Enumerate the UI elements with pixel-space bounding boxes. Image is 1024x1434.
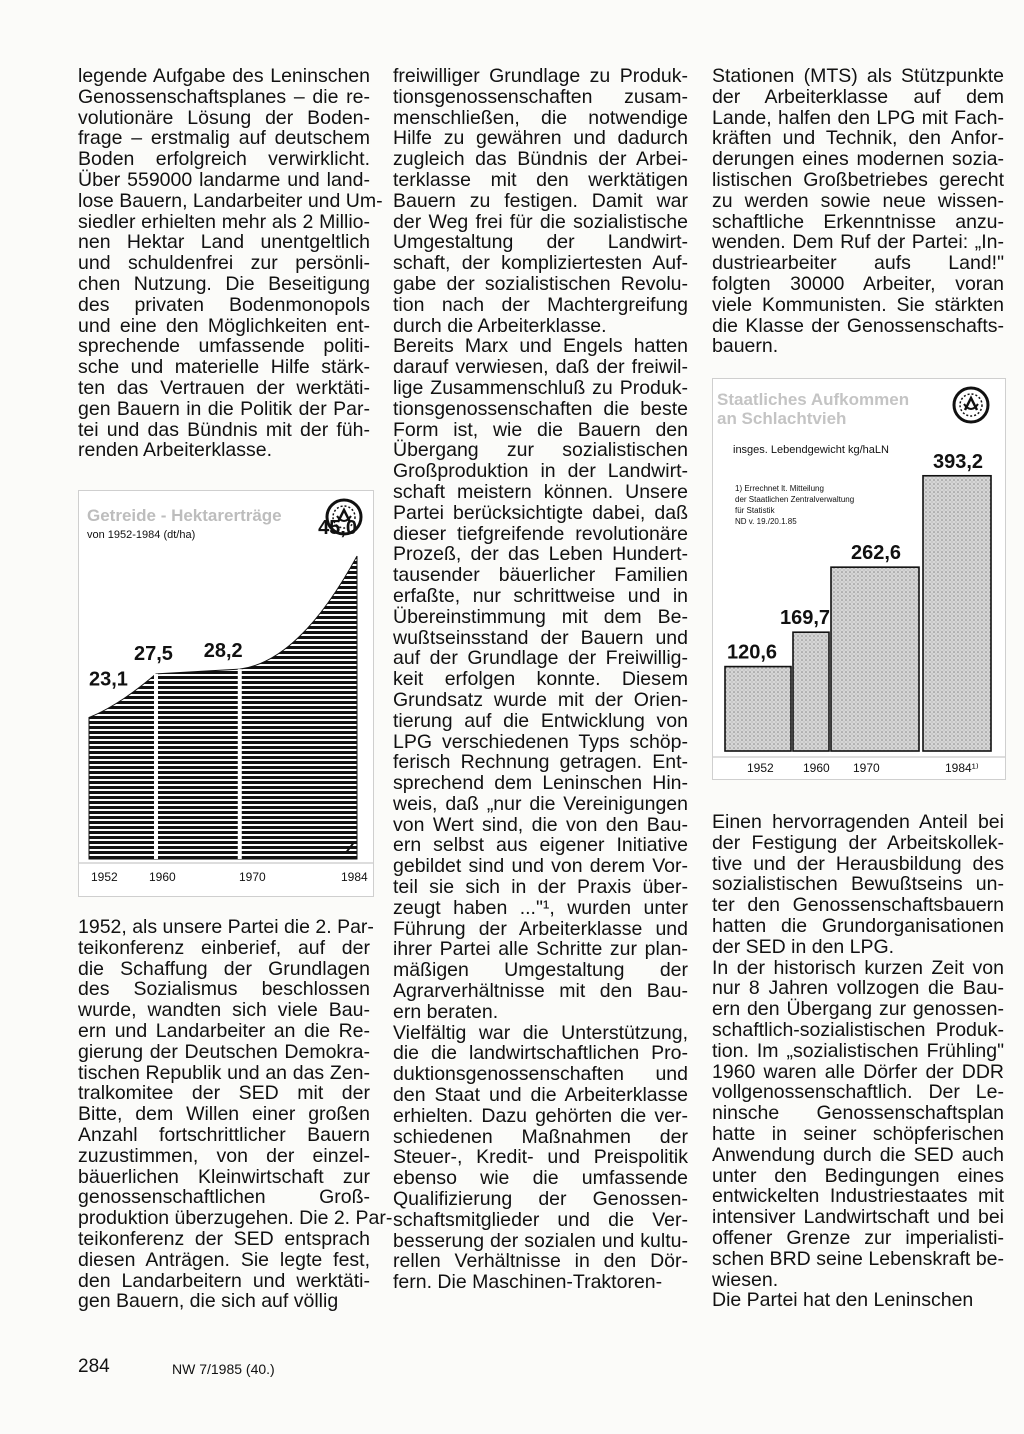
text-line: durch die Arbeiterklasse. [393, 314, 607, 337]
text-line: LPG verschiedenen Typs schöp- [393, 730, 688, 753]
text-line: freiwilliger Grundlage zu Produk- [393, 65, 688, 87]
data-label: 262,6 [851, 542, 902, 565]
text-line: des privaten Bodenmonopols [78, 293, 370, 316]
text-line: derungen eines modernen sozia- [712, 148, 1004, 171]
paragraph [393, 1023, 688, 1293]
text-line: genossenschaftlichen Groß- [78, 1186, 370, 1209]
text-line: nen Hektar Land unentgeltlich [78, 231, 370, 254]
text-line: der Festigung der Arbeitskollek- [712, 831, 1004, 854]
text-line: kräften und Technik, den Anfor- [712, 127, 1004, 150]
text-line: ebenso wie die umfassende [393, 1167, 688, 1190]
text-line: ninsche Genossenschaftsplan [712, 1102, 1004, 1125]
text-line: auf der Grundlage der Freiwillig- [393, 647, 688, 670]
text-line: chen Nutzung. Die Beseitigung [78, 272, 370, 295]
text-line: Lande, halfen den LPG mit Fach- [712, 106, 1004, 129]
text-line: wurde, wandten sich viele Bau- [78, 999, 370, 1022]
text-line: produktion überzugehen. Die 2. Par- [78, 1207, 393, 1230]
bar [831, 567, 919, 751]
data-label: 23,1 [89, 668, 128, 691]
x-tick-label: 1952 [91, 870, 118, 884]
text-line: lose Bauern, Landarbeiter und Um- [78, 189, 383, 212]
text-line: Führung der Arbeiterklasse und [393, 917, 688, 940]
text-line: gebildet sind und von derem Vor- [393, 855, 688, 878]
text-line: schiedenen Maßnahmen der [393, 1125, 688, 1148]
text-line: von Wert sind, die von den Bau- [393, 813, 688, 836]
chart-subtitle: von 1952-1984 (dt/ha) [87, 529, 196, 541]
x-tick-label: 1960 [149, 870, 176, 884]
page-number: 284 [78, 1356, 110, 1377]
text-line: bauern. [712, 335, 779, 358]
text-line: Prozeß, der das Leben Hundert- [393, 543, 688, 566]
paragraph [393, 66, 688, 336]
paragraph [712, 958, 1004, 1291]
text-line: Einen hervorragenden Anteil bei [712, 811, 1004, 833]
text-line: schaftsmitglieder und die Ver- [393, 1208, 688, 1231]
paragraph [393, 336, 688, 1022]
text-line: schaft, der kompliziertesten Auf- [393, 252, 688, 275]
text-line: vollgenossenschaftlich. Der Le- [712, 1081, 1004, 1104]
text-line: tive und der Herausbildung des [712, 852, 1004, 875]
x-tick-label: 1960 [803, 761, 830, 775]
bar [725, 667, 791, 751]
chart-note: 1) Errechnet lt. Mitteilung [735, 484, 824, 493]
text-line: Großproduktion in der Landwirt- [393, 460, 688, 483]
text-line: Form ist, wie die Bauern den [393, 418, 688, 441]
text-line: mäßigen Umgestaltung der [393, 959, 688, 982]
chart-note: für Statistik [735, 506, 775, 515]
text-line: wußtseinsstand der Bauern und [393, 626, 688, 649]
x-tick-label: 1970 [853, 761, 880, 775]
emblem-ring [954, 388, 988, 422]
x-tick-label: 1984¹⁾ [945, 761, 979, 775]
text-line: die Schaffung der Grundlagen [78, 957, 370, 980]
data-label: 169,7 [779, 607, 831, 630]
text-line: tion nach der Machtergreifung [393, 293, 688, 316]
chart-note: ND v. 19./20.1.85 [735, 517, 797, 526]
text-line: zu werden sowie neue wissen- [712, 189, 1004, 212]
text-line: und eine den Möglichkeiten ent- [78, 314, 370, 337]
text-line: ern selbst aus eigener Initiative [393, 834, 688, 857]
chart-title: Staatliches Aufkommen [717, 390, 910, 409]
text-line: nur 8 Jahren vollzogen die Bau- [712, 977, 1004, 1000]
text-line: schaftlich-sozialistischen Produk- [712, 1018, 1004, 1041]
text-line: der Weg frei für die sozialistische [393, 210, 688, 233]
text-line: ten das Vertrauen der werktäti- [78, 376, 370, 399]
text-line: intensiver Landwirtschaft und bei [712, 1206, 1004, 1229]
text-line: Übereinstimmung mit dem Be- [393, 605, 688, 628]
bar-chart-svg [713, 379, 1005, 779]
text-line: der Arbeiterklasse auf dem [712, 85, 1004, 108]
text-line: tralkomitee der SED mit der [78, 1082, 370, 1105]
text-line: 1952, als unsere Partei die 2. Par- [78, 916, 374, 938]
text-line: Stationen (MTS) als Stützpunkte [712, 65, 1004, 87]
text-line: den Staat und die Arbeiterklasse [393, 1084, 688, 1107]
text-line: den Landarbeitern und werktäti- [78, 1269, 370, 1292]
text-line: lige Zusammenschluß zu Produk- [393, 376, 688, 399]
text-line: Vielfältig war die Unterstützung, [393, 1021, 688, 1044]
text-line: Partei berücksichtigte dabei, daß [393, 501, 688, 524]
text-column-1-bottom [78, 916, 393, 1313]
text-line: Qualifizierung der Genossen- [393, 1188, 688, 1211]
text-line: erfaßte, nur schrittweise und in [393, 584, 688, 607]
chart-livestock [712, 378, 1006, 780]
text-line: volutionäre Lösung der Boden- [78, 106, 370, 129]
text-line: offener Grenze zur imperialisti- [712, 1226, 1004, 1249]
text-line: erhielten. Dazu gehörten die ver- [393, 1104, 688, 1127]
text-line: terklasse mit den werktätigen [393, 168, 688, 191]
text-line: die die landwirtschaftlichen Pro- [393, 1042, 688, 1065]
paragraph [712, 1290, 1004, 1311]
text-line: Steuer-, Kredit- und Preispolitik [393, 1146, 688, 1169]
text-line: Agrarverhältnisse mit den Bau- [393, 980, 688, 1003]
text-line: Boden erfolgreich verwirklicht. [78, 148, 370, 171]
text-line: Übergang zur sozialistischen [393, 439, 688, 462]
paragraph [78, 916, 393, 1313]
text-line: entwickelten Industriestaates mit [712, 1185, 1004, 1208]
x-tick-label: 1952 [747, 761, 774, 775]
text-line: sprechend dem Leninschen Hin- [393, 772, 688, 795]
text-line: Bauern zu festigen. Damit war [393, 189, 688, 212]
text-line: wenden. Dem Ruf der Partei: „In- [712, 231, 1004, 254]
text-line: bäuerlichen Kleinwirtschaft zur [78, 1165, 370, 1188]
text-line: Über 559000 landarme und land- [78, 168, 370, 191]
text-line: dustriearbeiter aufs Land!" [712, 252, 1004, 275]
text-line: ter den Genossenschaftsbauern [712, 894, 1004, 917]
text-line: listischen Großbetriebes gerecht [712, 168, 1004, 191]
chart-title: Getreide - Hektarerträge [87, 506, 282, 525]
text-line: legende Aufgabe des Leninschen [78, 65, 370, 87]
text-line: gabe der sozialistischen Revolu- [393, 272, 688, 295]
corner-mark: Z [345, 840, 355, 857]
text-line: und schuldenfrei zur persönli- [78, 252, 370, 275]
text-line: diesen Anträgen. Sie legte fest, [78, 1248, 370, 1271]
text-line: unter den Bedingungen eines [712, 1164, 1004, 1187]
text-line: wiesen. [712, 1268, 779, 1291]
text-line: ern den Übergang zur genossen- [712, 998, 1004, 1021]
text-line: renden Arbeiterklasse. [78, 439, 273, 462]
text-line: hatte in seiner schöpferischen [712, 1122, 1004, 1145]
x-tick-label: 1984 [341, 870, 368, 884]
text-line: schaft meistern können. Unsere [393, 480, 688, 503]
text-line: Grundsatz wurde mit der Orien- [393, 688, 688, 711]
text-column-3-bottom [712, 812, 1004, 1311]
data-label: 28,2 [203, 640, 243, 663]
text-line: Genossenschaftsplanes – die re- [78, 85, 370, 108]
text-line: der SED in den LPG. [712, 935, 895, 958]
text-line: zuzustimmen, von der einzel- [78, 1144, 370, 1167]
text-line: ern beraten. [393, 1000, 499, 1023]
text-line: die Klasse der Genossenschafts- [712, 314, 1004, 337]
area-chart-svg [79, 491, 373, 896]
state-emblem-icon [954, 388, 988, 422]
text-line: gen Bauern in die Politik der Par- [78, 397, 370, 420]
text-line: sozialistischen Bewußtseins un- [712, 873, 1004, 896]
text-line: ihrer Partei alle Schritte zur plan- [393, 938, 688, 961]
text-line: folgten 30000 Arbeiter, voran [712, 272, 1004, 295]
text-line: teikonferenz einberief, auf der [78, 936, 370, 959]
text-line: ern und Landarbeiter an die Re- [78, 1019, 370, 1042]
text-line: des Sozialismus beschlossen [78, 978, 370, 1001]
data-label: 27,5 [134, 642, 173, 665]
text-line: tionsgenossenschaften die beste [393, 397, 688, 420]
text-line: tei und das Bündnis mit der füh- [78, 418, 370, 441]
text-line: tionsgenossenschaften zusam- [393, 85, 688, 108]
chart-title-line2: an Schlachtvieh [717, 409, 847, 428]
data-label: 393,2 [933, 450, 984, 473]
text-line: Anwendung durch die SED auch [712, 1143, 1004, 1166]
text-line: In der historisch kurzen Zeit von [712, 956, 1004, 979]
text-line: teil sie sich in der Praxis über- [393, 876, 688, 899]
text-line: Umgestaltung der Landwirt- [393, 231, 688, 254]
paragraph [712, 66, 1004, 357]
text-line: duktionsgenossenschaften und [393, 1063, 688, 1086]
text-line: tausender bäuerlicher Familien [393, 564, 688, 587]
text-line: hatten die Grundorganisationen [712, 914, 1004, 937]
text-line: tion. Im „sozialistischen Frühling" [712, 1039, 1004, 1062]
text-line: sprechende umfassende politi- [78, 335, 370, 358]
paragraph [78, 65, 383, 462]
text-line: Hilfe zu gewähren und dadurch [393, 127, 688, 150]
area-series [89, 556, 357, 859]
journal-reference: NW 7/1985 (40.) [172, 1361, 275, 1377]
text-line: schaftliche Erkenntnisse anzu- [712, 210, 1004, 233]
text-line: tierung auf die Entwicklung von [393, 709, 688, 732]
paragraph [712, 812, 1004, 958]
text-line: besserung der sozialen und kultu- [393, 1229, 688, 1252]
data-label: 120,6 [727, 641, 778, 664]
chart-grain-yields [78, 490, 374, 897]
text-line: dieser tiefgreifende revolutionäre [393, 522, 688, 545]
text-line: weis, daß „nur die Vereinigungen [393, 792, 688, 815]
text-line: gierung der Deutschen Demokra- [78, 1040, 370, 1063]
bar [923, 476, 991, 751]
x-tick-label: 1970 [239, 870, 266, 884]
text-line: menschließen, die notwendige [393, 106, 688, 129]
text-line: Bitte, dem Willen einer großen [78, 1103, 370, 1126]
text-line: sche und materielle Hilfe stärk- [78, 356, 370, 379]
text-column-1-top [78, 65, 383, 462]
data-label: 45,0 [318, 517, 357, 540]
text-line: darauf verwiesen, daß der freiwil- [393, 356, 688, 379]
text-line: schen BRD seine Lebenskraft be- [712, 1247, 1004, 1270]
text-line: keit erfolgen konnte. Diesem [393, 668, 688, 691]
text-line: viele Kommunisten. Sie stärkten [712, 293, 1004, 316]
text-line: zeugt haben ..."¹, wurden unter [393, 896, 688, 919]
text-column-2 [393, 66, 688, 1293]
text-line: Die Partei hat den Leninschen [712, 1289, 974, 1312]
text-line: siedler erhielten mehr als 2 Millio- [78, 210, 370, 233]
bar [793, 632, 829, 751]
text-line: 1960 waren alle Dörfer der DDR [712, 1060, 1004, 1083]
chart-note: der Staatlichen Zentralverwaltung [735, 495, 855, 504]
text-line: Anzahl fortschrittlicher Bauern [78, 1123, 370, 1146]
text-line: tischen Republik und an das Zen- [78, 1061, 370, 1084]
chart-subtitle: insges. Lebendgewicht kg/haLN [733, 444, 889, 456]
text-line: frage – erstmalig auf deutschem [78, 127, 370, 150]
text-line: gen Bauern, die sich auf völlig [78, 1290, 339, 1313]
text-line: fern. Die Maschinen-Traktoren- [393, 1271, 663, 1294]
text-column-3-top [712, 66, 1004, 357]
text-line: zugleich das Bündnis der Arbei- [393, 148, 688, 171]
text-line: ferisch Rechnung getragen. Ent- [393, 751, 688, 774]
text-line: teikonferenz der SED entsprach [78, 1227, 370, 1250]
text-line: rellen Verhältnisse in den Dör- [393, 1250, 688, 1273]
text-line: Bereits Marx und Engels hatten [393, 335, 688, 358]
